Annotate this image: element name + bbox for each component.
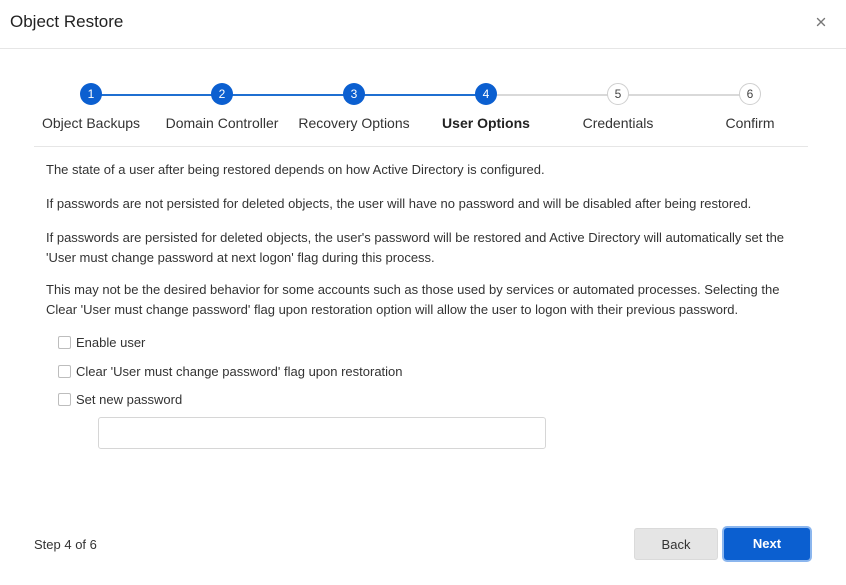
back-button[interactable]: Back (634, 528, 718, 560)
enable-user-label[interactable]: Enable user (76, 335, 146, 350)
close-icon-glyph (813, 14, 829, 30)
step-1-label: Object Backups (41, 115, 141, 131)
step-2-label: Domain Controller (165, 115, 279, 131)
info-paragraph-2: If passwords are not persisted for deleted objects, the user will have no password and will be disabled after being restored. (46, 196, 752, 211)
step-4-circle: 4 (475, 83, 497, 105)
stepper-track-3-4 (354, 94, 486, 96)
dialog-title: Object Restore (10, 12, 124, 31)
clear-change-password-checkbox[interactable] (58, 365, 71, 378)
enable-user-checkbox[interactable] (58, 336, 71, 349)
new-password-input[interactable] (98, 417, 546, 449)
step-1-circle: 1 (80, 83, 102, 105)
dialog-header (0, 0, 846, 49)
set-new-password-option[interactable] (58, 392, 198, 410)
step-5-circle: 5 (607, 83, 629, 105)
stepper-track-5-6 (618, 94, 750, 96)
step-5-label: Credentials (582, 115, 654, 131)
stepper-track-2-3 (222, 94, 354, 96)
step-3-label: Recovery Options (298, 115, 410, 131)
info-paragraph-1: The state of a user after being restored depends on how Active Directory is configured. (46, 162, 545, 177)
close-icon[interactable] (813, 14, 829, 30)
set-new-password-label[interactable]: Set new password (76, 392, 183, 407)
next-button[interactable]: Next (724, 528, 810, 560)
stepper-track-4-5 (486, 94, 618, 96)
wizard-stepper (0, 82, 846, 142)
stepper-track-1-2 (91, 94, 222, 96)
step-count: Step 4 of 6 (34, 537, 97, 552)
enable-user-option[interactable] (58, 335, 178, 353)
clear-change-password-label[interactable]: Clear 'User must change password' flag upon restoration (76, 364, 403, 379)
step-6-circle: 6 (739, 83, 761, 105)
step-6-label: Confirm (725, 115, 775, 131)
clear-change-password-option[interactable] (58, 364, 418, 382)
info-paragraph-3: If passwords are persisted for deleted objects, the user's password will be restored and Active Directory will automatically set the 'User must change password at next logon' flag during this process. (46, 230, 785, 265)
step-2-circle: 2 (211, 83, 233, 105)
stepper-divider (34, 146, 808, 147)
set-new-password-checkbox[interactable] (58, 393, 71, 406)
info-paragraph-4: This may not be the desired behavior for some accounts such as those used by services or automated processes. Selecting the Clear 'User must change password' flag upon restoration option will allow the user to logon with their previous password. (46, 282, 780, 317)
step-3-circle: 3 (343, 83, 365, 105)
step-4-label: User Options (442, 115, 530, 131)
